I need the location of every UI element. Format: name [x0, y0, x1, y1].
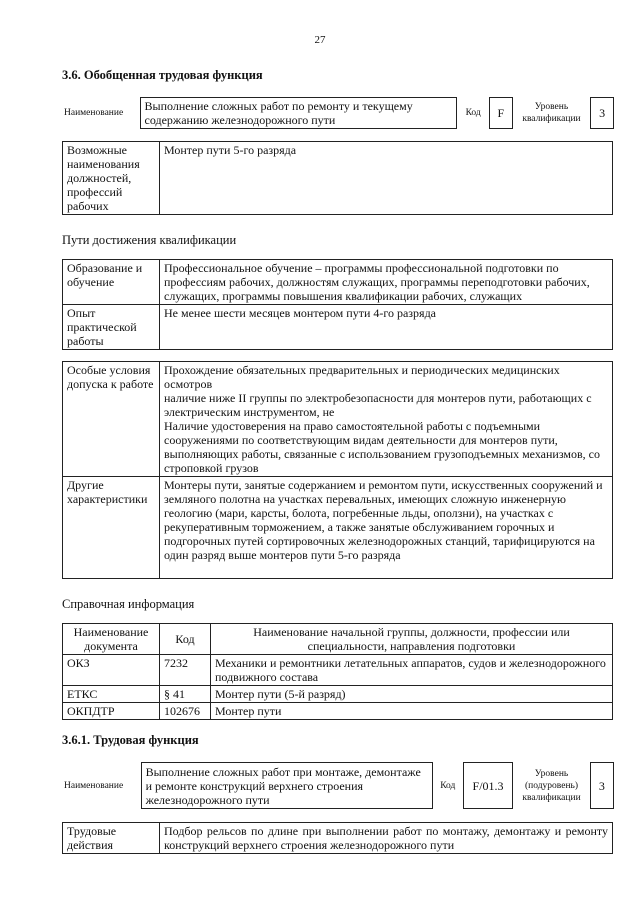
actions-table	[62, 822, 613, 854]
positions-table	[62, 141, 613, 215]
naim-label: Наименование	[64, 108, 124, 118]
special-value: Прохождение обязательных предварительных и периодических медицинских осмотров наличие ниже II группы по электробезопасности для монтеров пути, работающих с электрическим инструментом, не Наличие удостоверения на право самостоятельной работы с подъемными сооружениями по соответствующим видам деятельности для монтеров пути, выполняющих работы, связанные с использованием грузоподъемных механизмов, со строповкой грузов	[160, 362, 613, 477]
paths-heading: Пути достижения квалификации	[62, 233, 237, 247]
tf-kod-value: F/01.3	[463, 763, 512, 809]
table-row	[63, 655, 613, 686]
ref-heading: Справочная информация	[62, 597, 195, 611]
section-header-table	[62, 97, 614, 129]
level-value: 3	[591, 98, 614, 129]
actions-value: Подбор рельсов по длине при выполнении работ по монтажу, демонтажу и ремонту конструкций верхнего строения железнодорожного пути	[160, 823, 613, 854]
ref-cell: Механики и ремонтники летательных аппаратов, судов и железнодорожного подвижного состава	[211, 655, 613, 686]
tf-kod-label: Код	[440, 780, 456, 791]
tf-level-value: 3	[590, 763, 613, 809]
ref-cell: Монтер пути	[211, 703, 613, 720]
ref-cell: ЕТКС	[63, 686, 160, 703]
page-number: 27	[314, 34, 326, 46]
tf-naim-value: Выполнение сложных работ при монтаже, демонтаже и ремонте конструкций верхнего строения железнодорожного пути	[141, 763, 432, 809]
actions-label: Трудовые действия	[63, 823, 160, 854]
kod-label: Код	[465, 108, 481, 118]
naim-value: Выполнение сложных работ по ремонту и текущему содержанию железнодорожного пути	[140, 98, 457, 129]
tf-header-table	[62, 762, 614, 809]
ref-cell: 102676	[160, 703, 211, 720]
education-label: Образование и обучение	[63, 260, 160, 305]
positions-value: Монтер пути 5-го разряда	[160, 142, 613, 215]
education-table	[62, 259, 613, 350]
ref-table	[62, 623, 613, 720]
ref-header-name: Наименование начальной группы, должности, профессии или специальности, направления подготовки	[211, 624, 613, 655]
conditions-table	[62, 361, 613, 579]
education-value: Профессиональное обучение – программы профессиональной подготовки по профессиям рабочих, должностям служащих, программы переподготовки рабочих, служащих, программы повышения квалификации рабочих, служащих	[160, 260, 613, 305]
ref-header-code: Код	[160, 624, 211, 655]
experience-label: Опыт практической работы	[63, 305, 160, 350]
table-row	[63, 686, 613, 703]
tf-naim-label: Наименование	[64, 780, 124, 791]
ref-cell: § 41	[160, 686, 211, 703]
other-label: Другие характеристики	[63, 477, 160, 579]
positions-label: Возможные наименования должностей, профессий рабочих	[63, 142, 160, 215]
tf-level-label: Уровень (подуровень) квалификации	[522, 768, 581, 803]
kod-value: F	[489, 98, 512, 129]
ref-cell: 7232	[160, 655, 211, 686]
table-row	[63, 703, 613, 720]
ref-cell: ОКПДТР	[63, 703, 160, 720]
level-label: Уровень квалификации	[522, 102, 581, 124]
section-title: 3.6. Обобщенная трудовая функция	[62, 68, 263, 82]
ref-header-doc: Наименование документа	[63, 624, 160, 655]
ref-cell: Монтер пути (5-й разряд)	[211, 686, 613, 703]
tf-title: 3.6.1. Трудовая функция	[62, 733, 199, 747]
ref-cell: ОКЗ	[63, 655, 160, 686]
special-label: Особые условия допуска к работе	[63, 362, 160, 477]
other-value: Монтеры пути, занятые содержанием и ремонтом пути, искусственных сооружений и земляного полотна на участках перевальных, имеющих сложную инженерную геологию (мари, карсты, болота, погребенные льды, оползни), на участках с рекуперативным торможением, а также занятые обслуживанием горочных и подгорочных путей сортировочных железнодорожных станций, тарифицируются на один разряд выше монтеров пути 5-го разряда	[160, 477, 613, 579]
experience-value: Не менее шести месяцев монтером пути 4-го разряда	[160, 305, 613, 350]
